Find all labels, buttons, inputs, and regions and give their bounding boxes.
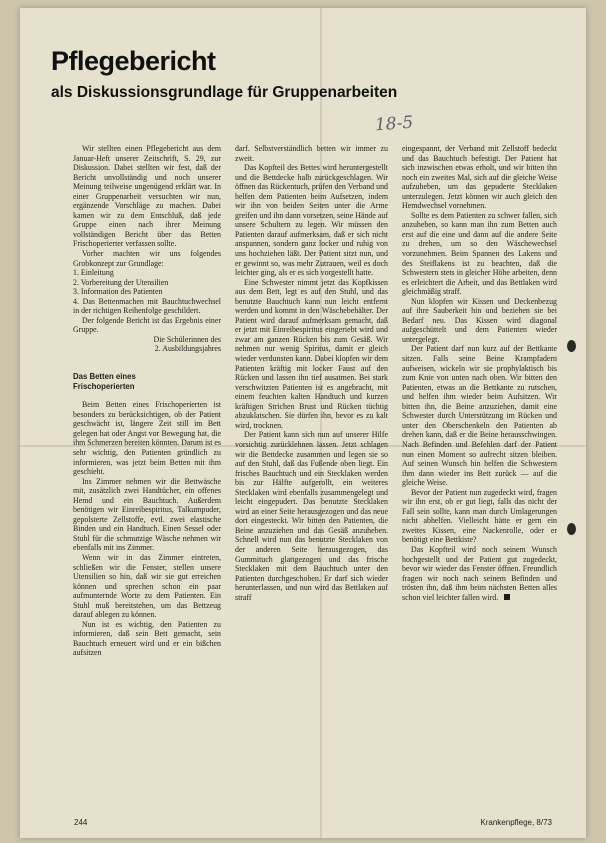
article-title: Pflegebericht	[51, 46, 216, 76]
paragraph: Der folgende Bericht ist das Ergebnis einer Gruppe.	[73, 315, 221, 335]
paragraph: Eine Schwester nimmt jetzt das Kopfkissen aus dem Bett, legt es auf den Stuhl, und das benutzte Bauchtuch kann nun leicht entfernt werden und kommt in den Wäschebehälter. Der Patient wird darauf aufmerksam gemacht, daß er jetzt mit Einreibespiritus eingeriebt wird und zwar am ganzen Rücken bis zum Gesäß. Wir nehmen nur wenig Spiritus, damit er gleich wieder verdunsten kann. Dabei klopfen wir dem Patienten kräftig mit locker Faust auf den Rücken und lassen ihn tief ausatmen. Bei stark verschwitzten Patienten ist es angebracht, mit einem feuchten kalten Handtuch und kurzen kräftigen Strichen Brust und Rücken tüchtig abzuklatschen. Sie dürfen ihn, bevor es zu kalt wird, trocknen.	[235, 277, 388, 430]
paragraph: Nun ist es wichtig, den Patienten zu informieren, daß sein Bett gemacht, sein Bauchtuch erneuert wird und er ein bißchen aufsitzen	[73, 619, 221, 658]
column-3	[402, 144, 557, 602]
punch-hole-icon	[567, 523, 576, 535]
punch-hole-icon	[567, 340, 576, 352]
journal-page	[20, 8, 586, 838]
paragraph: Sollte es dem Patienten zu schwer fallen, sich anzuheben, so kann man ihn zum Betten auch erst auf die eine und dann auf die andere Seite zu drehen, um so den Wäschewechsel vorzunehmen. Beim Spannen des Lakens und des Steiflakens ist zu beachten, daß die Schwestern stets in gleicher Höhe arbeiten, denn es erleichtert die Arbeit, und das Bettlaken wird gleichmäßig straff.	[402, 210, 557, 297]
paragraph: Das Kopfteil des Bettes wird heruntergestellt und die Bettdecke halb zurückgeschlagen. Wir öffnen das Rückentuch, prüfen den Verband und helfen dem Patienten beim Aufsetzen, indem wir ihn von beiden Seiten unter die Arme greifen und ihn dann vorsetzen, seine Hände auf unsere Schultern zu legen. Wir müssen den Patienten darauf aufmerksam, daß er sich nicht anspannen, sondern ganz locker und ruhig von uns hochziehen läßt. Der Patient sitzt nun, und er gewinnt so, was mehr Zutrauen, weil es doch leichter ging, als er es sich vorgestellt hatte.	[235, 163, 388, 278]
paragraph: Nun klopfen wir Kissen und Deckenbezug auf ihre Sauberkeit hin und beziehen sie bei Bedarf neu. Das Kissen wird diagonal aufgeschüttelt und dem Patienten wieder untergelegt.	[402, 296, 557, 344]
paragraph: Beim Betten eines Frischoperierten ist besonders zu berücksichtigen, ob der Patient geschwächt ist, längere Zeit still im Bett gelegen hat oder Angst vor Bewegung hat, die ihm Schmerzen bereiten könnten. Darum ist es sehr wichtig, den Patienten gründlich zu informieren, was jetzt beim Betten mit ihm geschieht.	[73, 400, 221, 477]
paragraph: Ins Zimmer nehmen wir die Bettwäsche mit, zusätzlich zwei Handtücher, ein offenes Hemd und ein Bauchtuch. Außerdem benötigen wir Einreibespiritus, Talkumpuder, gepolsterte Zellstoffe, evtl. zwei elastische Binden und ein Handtuch. Einen Sessel oder Stuhl für die schmutzige Wäsche nehmen wir ebenfalls mit ins Zimmer.	[73, 476, 221, 553]
outline-item: 2. Vorbereitung der Utensilien	[73, 277, 169, 287]
paragraph: Bevor der Patient nun zugedeckt wird, fragen wir ihn erst, ob er gut liegt, falls das nicht der Fall sein sollte, kann man durch Umlagerungen nicht abhelfen. Vielleicht hätte er gern ein zweites Kissen, eine Nackenrolle, oder er benötigt eine Bettkiste?	[402, 487, 557, 545]
column-1	[73, 144, 221, 658]
paragraph: Der Patient kann sich nun auf unserer Hilfe vorsichtig zurücklehnen lassen. Jetzt schlagen wir die Bettdecke zusammen und legen sie so auf den Stuhl, daß das Fußende oben liegt. Ein frisches Bauchtuch und ein Stecklaken werden bis zur Hälfte aufgerollt, ein weiteres Stecklaken wird ebenfalls zusammengelegt und leicht eingepudert. Das benutzte Stecklaken wird an einer Seite herausgezogen und das neue dort eingesteckt. Wir bitten den Patienten, die Beine anzuziehen und das Gesäß anzuheben. Schnell wird nun das benutzte Stecklaken von der anderen Seite herausgezogen, das Gummituch glattgezogen und das frische Stecklaken mit dem Bauchtuch unter den Patienten durchgeschoben. Er darf sich wieder herunterlassen, und nun wird das Bettlaken auf straff	[235, 430, 388, 602]
column-2	[235, 144, 388, 602]
paragraph: Wenn wir in das Zimmer eintreten, schließen wir die Fenster, stellen unsere Utensilien so hin, daß wir sie gut erreichen können und sprechen schon ein paar aufmunternde Worte zu dem Patienten. Ein Stuhl muß bereitstehen, um das Bettzeug darauf ablegen zu können.	[73, 552, 221, 620]
spacer	[73, 391, 221, 400]
handwritten-note: 18-5	[374, 112, 414, 136]
signature-line: 2. Ausbildungsjahres	[154, 344, 221, 354]
paragraph: Wir stellten einen Pflegebericht aus dem Januar-Heft unserer Zeitschrift, S. 29, zur Diskussion. Dabei stellten wir fest, daß der Bericht unvollständig und noch unserer Meinung teilweise ungenügend erklärt war. In einer Gruppenarbeit versuchten wir nun, ergänzende Vorschläge zu machen. Dabei kamen wir zu dem Entschluß, daß jede Gruppe einen nach ihrer Meinung vollständigen Bericht über das Betten Frischoperierter verfassen sollte.	[73, 144, 221, 249]
paragraph	[402, 545, 557, 602]
signature-line: Die Schülerinnen des	[153, 334, 221, 344]
article-subtitle: als Diskussionsgrundlage für Gruppenarbeiten	[51, 84, 398, 101]
outline-item: 1. Einleitung	[73, 268, 114, 278]
section-heading: Frischoperierten	[73, 381, 135, 391]
outline-item: 4. Das Bettenmachen mit Bauchtuchwechsel in der richtigen Reihenfolge geschildert.	[73, 296, 221, 316]
paragraph: Vorher machten wir uns folgendes Grobkonzept zur Grundlage:	[73, 249, 221, 268]
spacer	[73, 354, 221, 363]
page-number: 244	[74, 818, 88, 827]
journal-citation: Krankenpflege, 8/73	[480, 818, 552, 827]
section-heading: Das Betten eines	[73, 372, 136, 382]
outline-item: 3. Information des Patienten	[73, 287, 163, 297]
paragraph: Der Patient darf nun kurz auf der Bettkante sitzen. Falls seine Beine Krampfadern aufweisen, wickeln wir sie prophylaktisch bis zum Knie von unten nach oben. Wir bitten den Patienten, etwas an die Bettkante zu rutschen, und helfen ihm wieder beim Aufsitzen. Wir bitten ihn, die Beine anzuziehen, damit eine Schwester durch Unterstützung im Rücken und unter den Oberschenkeln den Patienten ab drehen kann, daß er die Beine herausschwingen. Nach Befinden und Befehlen darf der Patient nun einen Moment so aufrecht sitzen bleiben. Auf seinen Wunsch hin helfen die Schwestern ihm dann wieder ins Bett zurück — auf die gleiche Weise.	[402, 344, 557, 488]
spacer	[73, 363, 221, 372]
paragraph: eingespannt, der Verband mit Zellstoff bedeckt und das Bauchtuch befestigt. Der Patient hat sich inzwischen etwas erholt, und wir bitten ihn noch ein zweites Mal, sich auf die gleiche Weise aufzuheben, um das gepuderte Stecklaken unterzulegen. Jetzt können wir auch gleich den Hemdwechsel vornehmen.	[402, 144, 557, 211]
paragraph: darf. Selbstverständlich betten wir immer zu zweit.	[235, 144, 388, 163]
paragraph-text: Das Kopfteil wird noch seinem Wunsch hochgestellt und der Patient gut zugedeckt, bevor wir wieder das Fenster öffnen. Freundlich fragen wir noch nach seinem Befinden und trösten ihn, daß ihm beim nächsten Betten alles schon viel leichter fallen wird.	[402, 544, 557, 602]
end-of-article-icon	[504, 594, 510, 600]
